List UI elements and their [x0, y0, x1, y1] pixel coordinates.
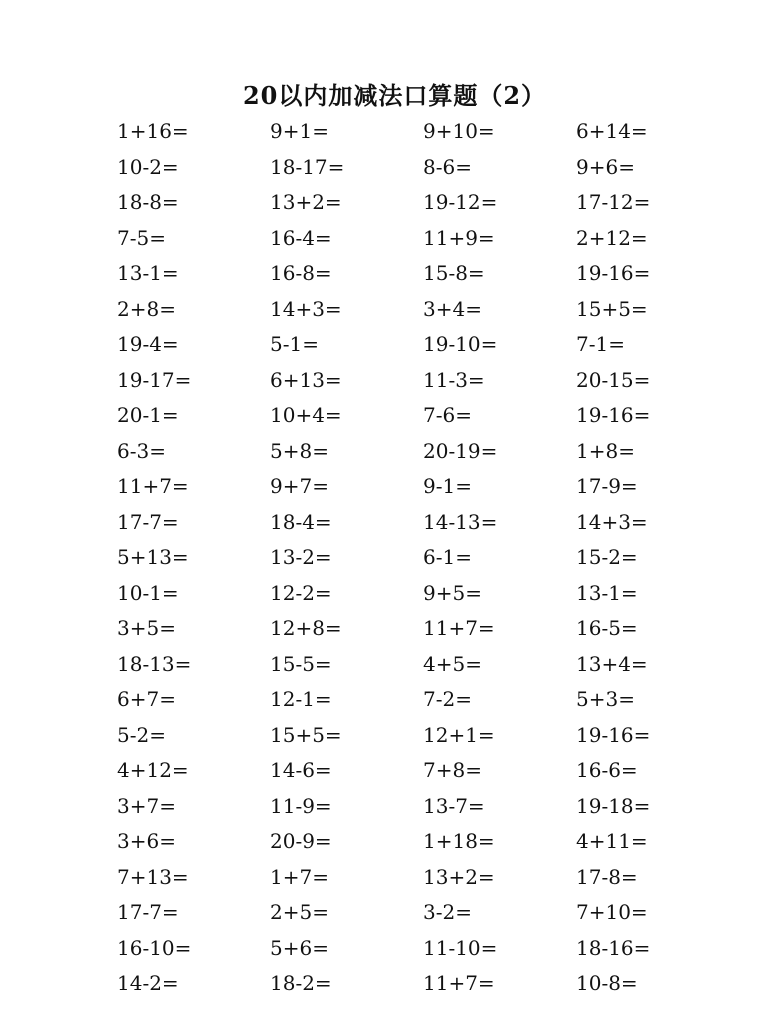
- math-problem: 9-1=: [423, 474, 472, 498]
- math-problem: 7+8=: [423, 758, 482, 782]
- math-problem: 19-4=: [117, 332, 179, 356]
- math-problem: 5+6=: [270, 935, 329, 960]
- math-problem: 20-15=: [576, 367, 651, 392]
- math-problem: 12+1=: [423, 722, 495, 747]
- math-problem: 2+12=: [576, 225, 648, 250]
- problem-grid: [117, 114, 737, 1002]
- math-problem: 16-6=: [576, 758, 638, 782]
- math-problem: 11+7=: [423, 971, 495, 995]
- math-problem: 10-2=: [117, 154, 179, 179]
- math-problem: 10-1=: [117, 580, 179, 605]
- math-problem: 6+13=: [270, 367, 342, 392]
- math-problem: 5+3=: [576, 687, 635, 711]
- math-problem: 11-9=: [270, 793, 332, 818]
- math-problem: 15+5=: [270, 722, 342, 747]
- math-problem: 11-10=: [423, 935, 498, 960]
- math-problem: 19-18=: [576, 793, 651, 818]
- math-problem: 16-5=: [576, 616, 638, 640]
- math-problem: 13-1=: [117, 261, 179, 285]
- math-problem: 3+6=: [117, 829, 176, 853]
- math-problem: 1+18=: [423, 829, 495, 853]
- math-problem: 8-6=: [423, 154, 472, 179]
- math-problem: 14-2=: [117, 971, 179, 995]
- worksheet-title: 20以内加减法口算题（2）: [242, 81, 547, 110]
- math-problem: 9+5=: [423, 580, 482, 605]
- math-problem: 2+8=: [117, 296, 176, 321]
- math-problem: 18-16=: [576, 935, 651, 960]
- math-problem: 3+4=: [423, 296, 482, 321]
- math-problem: 13+4=: [576, 651, 648, 676]
- math-problem: 15-5=: [270, 651, 332, 676]
- math-problem: 6-1=: [423, 545, 472, 569]
- math-problem: 7-5=: [117, 225, 166, 250]
- math-problem: 17-12=: [576, 190, 651, 214]
- math-problem: 11+7=: [117, 474, 189, 498]
- math-problem: 9+1=: [270, 119, 329, 143]
- math-problem: 13-1=: [576, 580, 638, 605]
- math-problem: 14+3=: [270, 296, 342, 321]
- math-problem: 7-2=: [423, 687, 472, 711]
- math-problem: 13+2=: [270, 190, 342, 214]
- math-problem: 19-10=: [423, 332, 498, 356]
- math-problem: 15-8=: [423, 261, 485, 285]
- math-problem: 17-9=: [576, 474, 638, 498]
- math-problem: 1+8=: [576, 438, 635, 463]
- math-problem: 5-1=: [270, 332, 319, 356]
- math-problem: 14+3=: [576, 509, 648, 534]
- math-problem: 18-8=: [117, 190, 179, 214]
- math-problem: 9+7=: [270, 474, 329, 498]
- math-problem: 11-3=: [423, 367, 485, 392]
- math-problem: 18-13=: [117, 651, 192, 676]
- math-problem: 12-2=: [270, 580, 332, 605]
- math-problem: 10+4=: [270, 403, 342, 427]
- math-problem: 11+9=: [423, 225, 495, 250]
- math-problem: 7-1=: [576, 332, 625, 356]
- math-problem: 4+12=: [117, 758, 189, 782]
- math-problem: 16-10=: [117, 935, 192, 960]
- math-problem: 19-16=: [576, 403, 651, 427]
- math-problem: 1+7=: [270, 864, 329, 889]
- math-problem: 19-17=: [117, 367, 192, 392]
- math-problem: 20-19=: [423, 438, 498, 463]
- math-problem: 18-17=: [270, 154, 345, 179]
- math-problem: 6-3=: [117, 438, 166, 463]
- math-problem: 4+5=: [423, 651, 482, 676]
- math-problem: 20-1=: [117, 403, 179, 427]
- math-problem: 4+11=: [576, 829, 648, 853]
- math-problem: 16-8=: [270, 261, 332, 285]
- math-problem: 19-12=: [423, 190, 498, 214]
- math-problem: 18-2=: [270, 971, 332, 995]
- math-problem: 19-16=: [576, 722, 651, 747]
- math-problem: 1+16=: [117, 119, 189, 143]
- math-problem: 5-2=: [117, 722, 166, 747]
- math-problem: 14-6=: [270, 758, 332, 782]
- math-problem: 13-2=: [270, 545, 332, 569]
- math-problem: 17-8=: [576, 864, 638, 889]
- math-problem: 20-9=: [270, 829, 332, 853]
- math-problem: 12-1=: [270, 687, 332, 711]
- math-problem: 5+13=: [117, 545, 189, 569]
- math-problem: 12+8=: [270, 616, 342, 640]
- math-problem: 7+10=: [576, 900, 648, 924]
- math-problem: 5+8=: [270, 438, 329, 463]
- math-problem: 17-7=: [117, 900, 179, 924]
- math-problem: 3-2=: [423, 900, 472, 924]
- math-problem: 13-7=: [423, 793, 485, 818]
- math-problem: 11+7=: [423, 616, 495, 640]
- math-problem: 6+14=: [576, 119, 648, 143]
- math-problem: 9+10=: [423, 119, 495, 143]
- math-problem: 7-6=: [423, 403, 472, 427]
- math-problem: 2+5=: [270, 900, 329, 924]
- math-problem: 3+5=: [117, 616, 176, 640]
- math-problem: 17-7=: [117, 509, 179, 534]
- math-problem: 6+7=: [117, 687, 176, 711]
- math-problem: 16-4=: [270, 225, 332, 250]
- math-problem: 13+2=: [423, 864, 495, 889]
- math-problem: 10-8=: [576, 971, 638, 995]
- math-problem: 15-2=: [576, 545, 638, 569]
- math-problem: 14-13=: [423, 509, 498, 534]
- math-problem: 18-4=: [270, 509, 332, 534]
- math-problem: 7+13=: [117, 864, 189, 889]
- math-problem: 19-16=: [576, 261, 651, 285]
- math-problem: 3+7=: [117, 793, 176, 818]
- math-problem: 15+5=: [576, 296, 648, 321]
- math-problem: 9+6=: [576, 154, 635, 179]
